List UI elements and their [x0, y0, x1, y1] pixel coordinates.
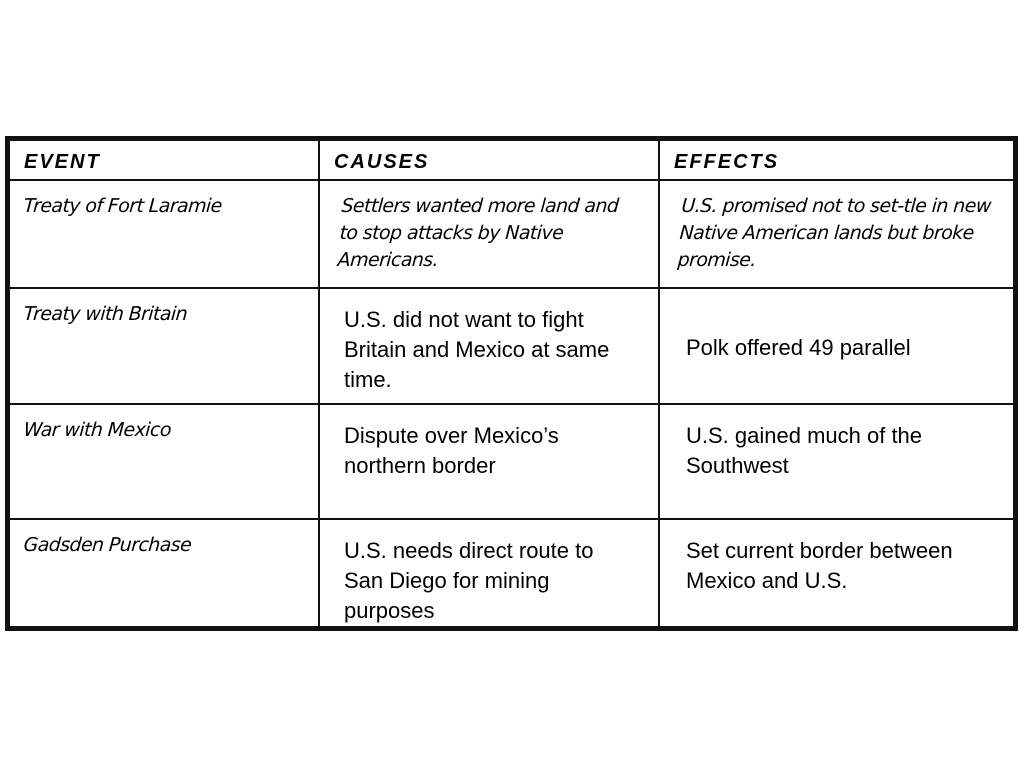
header-event-label: EVENT — [24, 151, 101, 173]
table-row — [9, 519, 1014, 627]
event-cell — [9, 288, 319, 404]
cause-effect-grid — [8, 139, 1015, 628]
event-cell — [9, 404, 319, 519]
header-causes — [319, 140, 659, 180]
effects-text: Polk offered 49 parallel — [686, 335, 911, 360]
effects-cell — [659, 519, 1014, 627]
causes-text: U.S. did not want to fight Britain and Mexico at same time. — [344, 307, 610, 392]
event-text: Treaty with Britain — [22, 303, 188, 325]
causes-cell — [319, 519, 659, 627]
event-cell — [9, 519, 319, 627]
causes-text: Dispute over Mexico’s northern border — [344, 423, 559, 478]
event-text: War with Mexico — [22, 419, 172, 441]
header-effects-label: EFFECTS — [674, 151, 780, 173]
causes-text: U.S. needs direct route to San Diego for mining purposes — [344, 538, 594, 623]
event-text: Treaty of Fort Laramie — [22, 195, 223, 217]
effects-cell — [659, 180, 1014, 288]
effects-text: U.S. promised not to set-tle in new Native American lands but broke promise. — [676, 195, 992, 271]
causes-cell — [319, 288, 659, 404]
causes-cell — [319, 180, 659, 288]
causes-text: Settlers wanted more land and to stop attacks by Native Americans. — [336, 195, 620, 271]
cause-effect-table — [5, 136, 1018, 631]
header-event — [9, 140, 319, 180]
table-row — [9, 404, 1014, 519]
header-causes-label: CAUSES — [334, 151, 430, 173]
effects-cell — [659, 288, 1014, 404]
table-row — [9, 288, 1014, 404]
table-header-row — [9, 140, 1014, 180]
effects-text: Set current border between Mexico and U.S. — [686, 538, 953, 593]
event-cell — [9, 180, 319, 288]
header-effects — [659, 140, 1014, 180]
table-row — [9, 180, 1014, 288]
effects-cell — [659, 404, 1014, 519]
effects-text: U.S. gained much of the Southwest — [686, 423, 923, 478]
causes-cell — [319, 404, 659, 519]
event-text: Gadsden Purchase — [22, 534, 192, 556]
